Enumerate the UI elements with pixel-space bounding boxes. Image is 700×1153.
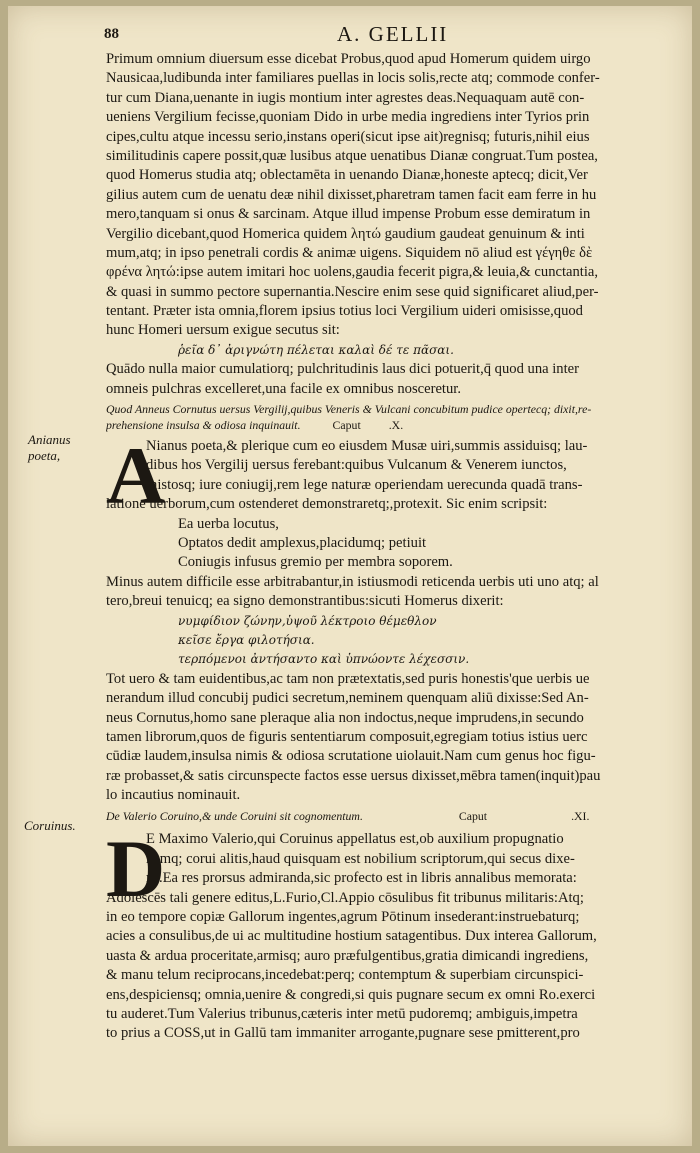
text-line: mum,atq; in ipso penetrali cordis & animæ uigens. Siquidem nō aliud est γέγηθε δὲ [106, 244, 593, 261]
text-line: tu auderet.Tum Valerius tribunus,cæteris inter metū pudoremq; ambiguis,impetra [106, 1005, 578, 1022]
chapter-heading-xi [106, 808, 682, 824]
greek-quote: νυμφίδιον ζώνην,ὑψοῦ λέκτροιο θέμεθλον [178, 613, 437, 628]
text-line: Quādo nulla maior cumulatiorq; pulchritudinis laus dici potuerit,q̄ quod una inter [106, 361, 579, 378]
text-line: mero,tanquam si onus & sarcinam. Atque illud impense Probum esse demiratum in [106, 206, 591, 223]
text-line: dibus hos Vergilij uersus ferebant:quibus Vulcanum & Venerem iunctos, [146, 457, 567, 474]
text-line: Adolescēs tali genere editus,L.Furio,Cl.Appio cōsulibus fit tribunus militaris:Atq; [106, 889, 584, 906]
greek-quote: κεῖσε ἔργα φιλοτήσια. [178, 632, 315, 647]
text-line: cipes,cultu atque incessu serio,instans operi(sicut ipse ait)regnisq; futuris,nihil eius [106, 128, 590, 145]
text-line: Primum omnium diuersum esse dicebat Probus,quod apud Homerum quidem uirgo [106, 51, 591, 67]
running-head: A. GELLII [337, 22, 449, 46]
text-line: ueniens Vergilium fecisse,quoniam Dido in urbe media ingrediens inter Tyrios prin [106, 109, 590, 126]
text-line: cūdiæ laudem,insulsa nimis & odiosa scrutatione uiolauit.Nam cum genus hoc figu- [106, 748, 596, 765]
margin-note-coruinus: Coruinus. [24, 818, 76, 833]
verse-line: Coniugis infusus gremio per membra soporem. [178, 554, 453, 571]
text-line: mistosq; iure coniugij,rem lege naturæ operiendam uerecunda quadā trans- [146, 476, 583, 493]
text-line: & quasi in summo pectore supernantia.Nescire enim sese quid significaret aliud,per- [106, 283, 599, 300]
text-line: to prius a COSS,ut in Gallū tam immaniter arrogante,pugnare sese pmitterent,pro [106, 1025, 580, 1042]
greek-quote: τερπόμενοι ἀντήσαντο καὶ ὑπνώοντε λέχεσσιν. [178, 652, 470, 667]
verse-line: Optatos dedit amplexus,placidumq; petiuit [178, 534, 427, 551]
caput-label: Caput [458, 809, 488, 824]
drop-cap: D [106, 823, 166, 915]
text-line: Tot uero & tam euidentibus,ac tam non prætextatis,sed puris honestis'que uerbis ue [106, 670, 590, 687]
drop-cap: A [106, 430, 166, 522]
text-line: lo incautius nominauit. [106, 787, 241, 804]
caput-label: Caput [332, 418, 361, 433]
text-line: omneis pulchras excelleret,una facile ex omnibus nosceretur. [106, 380, 461, 397]
text-line: tentant. Præter ista omnia,florem ipsius totius loci Vergilium uideri omisisse,quod [106, 303, 583, 320]
text-line: nerandum illud concubij pudici secretum,neminem quenquam aliū dixisse:Sed An- [106, 690, 589, 707]
chapter-title: Quod Anneus Cornutus uersus Vergilij,quibus Veneris & Vulcani concubitum pudice opertecq; dixit,re- [106, 402, 592, 417]
page [8, 6, 692, 1146]
text-line: uasta & ardua proceritate,armisq; auro præfulgentibus,gratia dimicandi ingrediens, [106, 947, 589, 964]
text-line: ræ probasset,& satis circunspecte factos esse uersus dixisset,mēbra tamen(inquit)pau [106, 767, 601, 784]
greek-quote: ῥεῖα δ᾽ ἀριγνώτη πέλεται καλαὶ δέ τε πᾶσαι. [178, 342, 454, 357]
text-line: φρένα λητώ:ipse autem imitari hoc uolens,gaudia fecerit pigra,& leuia,& cunctantia, [106, 264, 599, 281]
text-line: tero,breui tenuicq; ea signo demonstrantibus:sicuti Homerus dixerit: [106, 593, 504, 610]
text-line: Minus autem difficile esse arbitrabantur,in istiusmodi reticenda uerbis uti uno atq; al [106, 573, 599, 590]
text-line: & manu telum reciprocans,incedebat:perq; contemptum & superbiam circunspici- [106, 967, 584, 984]
text-line: hunc Homeri uersum exigue secutus sit: [106, 322, 340, 339]
page-header [104, 22, 614, 46]
margin-note-anianus: Anianus poeta, [28, 432, 71, 463]
text-line: gilius autem cum de uenatu deæ nihil dixisset,pharetram tamen facit eam ferre in hu [106, 186, 597, 203]
text-line: acies a consulibus,de ui ac multitudine hostium satagentibus. Dux interea Gallorum, [106, 928, 597, 945]
text-line: Nausicaa,ludibunda inter familiares puellas in locis solis,recte atq; commode confer- [106, 70, 600, 87]
text-line: neus Cornutus,homo sane pleraque alia non indoctus,neque imprudens,in secundo [106, 709, 584, 726]
text-line: rit.Ea res prorsus admiranda,sic profecto est in libris annalibus memorata: [146, 870, 577, 887]
chapter-number: .X. [388, 418, 404, 433]
text-line: tamen librorum,quos de figuris sententiarum composuit,egregiam totius istius uerc [106, 728, 588, 745]
text-line: Vergilio dicebant,quod Homerica quidem λητώ gaudium gaudeat genuinum & inti [106, 225, 585, 242]
chapter-heading-x [106, 401, 682, 433]
text-line: latione uerborum,cum ostenderet demonstraretq;,protexit. Sic enim scripsit: [106, 496, 548, 513]
chapter-number: .XI. [571, 809, 590, 824]
verse-line: Ea uerba locutus, [178, 515, 279, 532]
text-line: similitudinis capere possit,quæ lusibus atque uenatibus Dianæ congruat.Tum postea, [106, 147, 598, 164]
text-line: ens,despiciensq; omnia,uenire & congredi,si quis pugnare secum ex omni Ro.exerci [106, 986, 596, 1003]
text-body [106, 50, 682, 1044]
chapter-title: De Valerio Coruino,& unde Coruini sit cognomentum. [106, 809, 363, 824]
paragraph-probus [106, 50, 682, 399]
text-line: quod Homerus studia atq; oblectamēta in uenando Dianæ,honeste aptecq; dicit,Ver [106, 167, 588, 184]
chapter-title-cont: prehensione insulsa & odiosa inquinauit. Caput .X. [106, 418, 404, 433]
page-number: 88 [104, 26, 119, 42]
text-line: tur cum Diana,uenante in iugis montium inter agrestes deas.Nequaquam autē con- [106, 89, 585, 106]
text-line: in eo tempore copiæ Gallorum ingentes,agrum Pōtinum insederant:instruebaturq; [106, 909, 580, 926]
text-line: E Maximo Valerio,qui Coruinus appellatus est,ob auxilium propugnatio [146, 831, 564, 848]
text-line: nemq; corui alitis,haud quisquam est nobilium scriptorum,qui secus dixe- [146, 850, 575, 867]
text-line: Nianus poeta,& plerique cum eo eiusdem Musæ uiri,summis assiduisq; lau- [146, 438, 588, 455]
